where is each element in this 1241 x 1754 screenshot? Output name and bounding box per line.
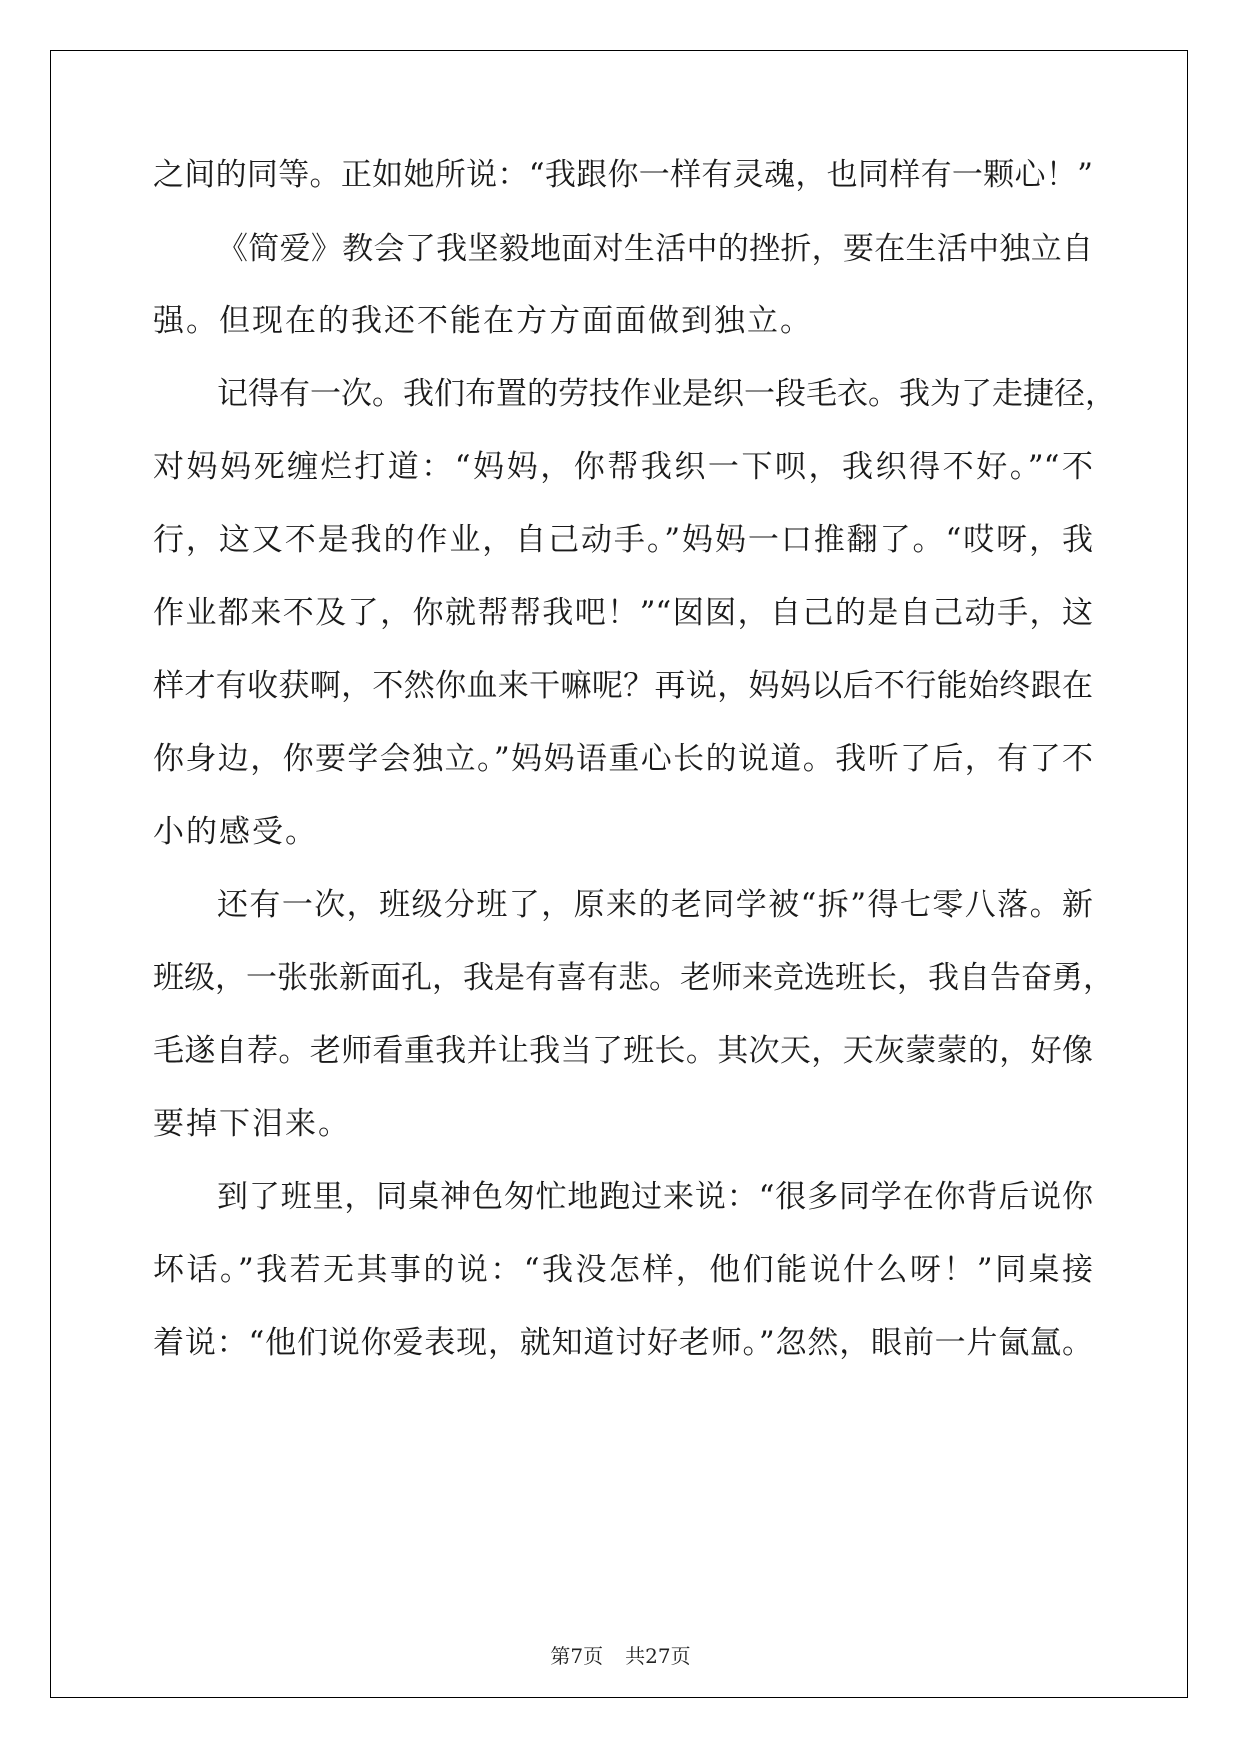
text-line: 要掉下泪来。 (153, 1106, 351, 1142)
text-line: 坏话。”我若无其事的说：“我没怎样，他们能说什么呀！”同桌接 (153, 1252, 1093, 1288)
text-line: 小的感受。 (153, 814, 318, 850)
text-line: 你身边，你要学会独立。”妈妈语重心长的说道。我听了后，有了不 (153, 741, 1093, 777)
page-footer (0, 1640, 1241, 1669)
paragraph-first-line: 到了班里，同桌神色匆忙地跑过来说：“很多同学在你背后说你 (217, 1179, 1093, 1215)
text-line: 作业都来不及了，你就帮帮我吧！”“囡囡，自己的是自己动手，这 (153, 595, 1093, 631)
text-line: 样才有收获啊，不然你血来干嘛呢？再说，妈妈以后不行能始终跟在 (153, 668, 1093, 704)
text-line: 强。但现在的我还不能在方方面面做到独立。 (153, 303, 813, 339)
text-line: 班级，一张张新面孔，我是有喜有悲。老师来竞选班长，我自告奋勇， (153, 960, 1114, 996)
text-line: 行，这又不是我的作业，自己动手。”妈妈一口推翻了。“哎呀，我 (153, 522, 1093, 558)
total-page-count: 共27页 (625, 1644, 691, 1668)
text-line: 之间的同等。正如她所说：“我跟你一样有灵魂，也同样有一颗心！” (153, 157, 1093, 193)
paragraph-first-line: 记得有一次。我们布置的劳技作业是织一段毛衣。我为了走捷径， (217, 376, 1116, 412)
paragraph-first-line: 还有一次，班级分班了，原来的老同学被“拆”得七零八落。新 (217, 887, 1093, 923)
current-page-number: 第7页 (550, 1644, 604, 1668)
paragraph-first-line: 《简爱》教会了我坚毅地面对生活中的挫折，要在生活中独立自 (217, 231, 1093, 267)
text-line: 对妈妈死缠烂打道：“妈妈，你帮我织一下呗，我织得不好。”“不 (153, 449, 1093, 485)
text-line: 着说：“他们说你爱表现，就知道讨好老师。”忽然，眼前一片氤氲。 (153, 1325, 1093, 1361)
text-line: 毛遂自荐。老师看重我并让我当了班长。其次天，天灰蒙蒙的，好像 (153, 1033, 1093, 1069)
